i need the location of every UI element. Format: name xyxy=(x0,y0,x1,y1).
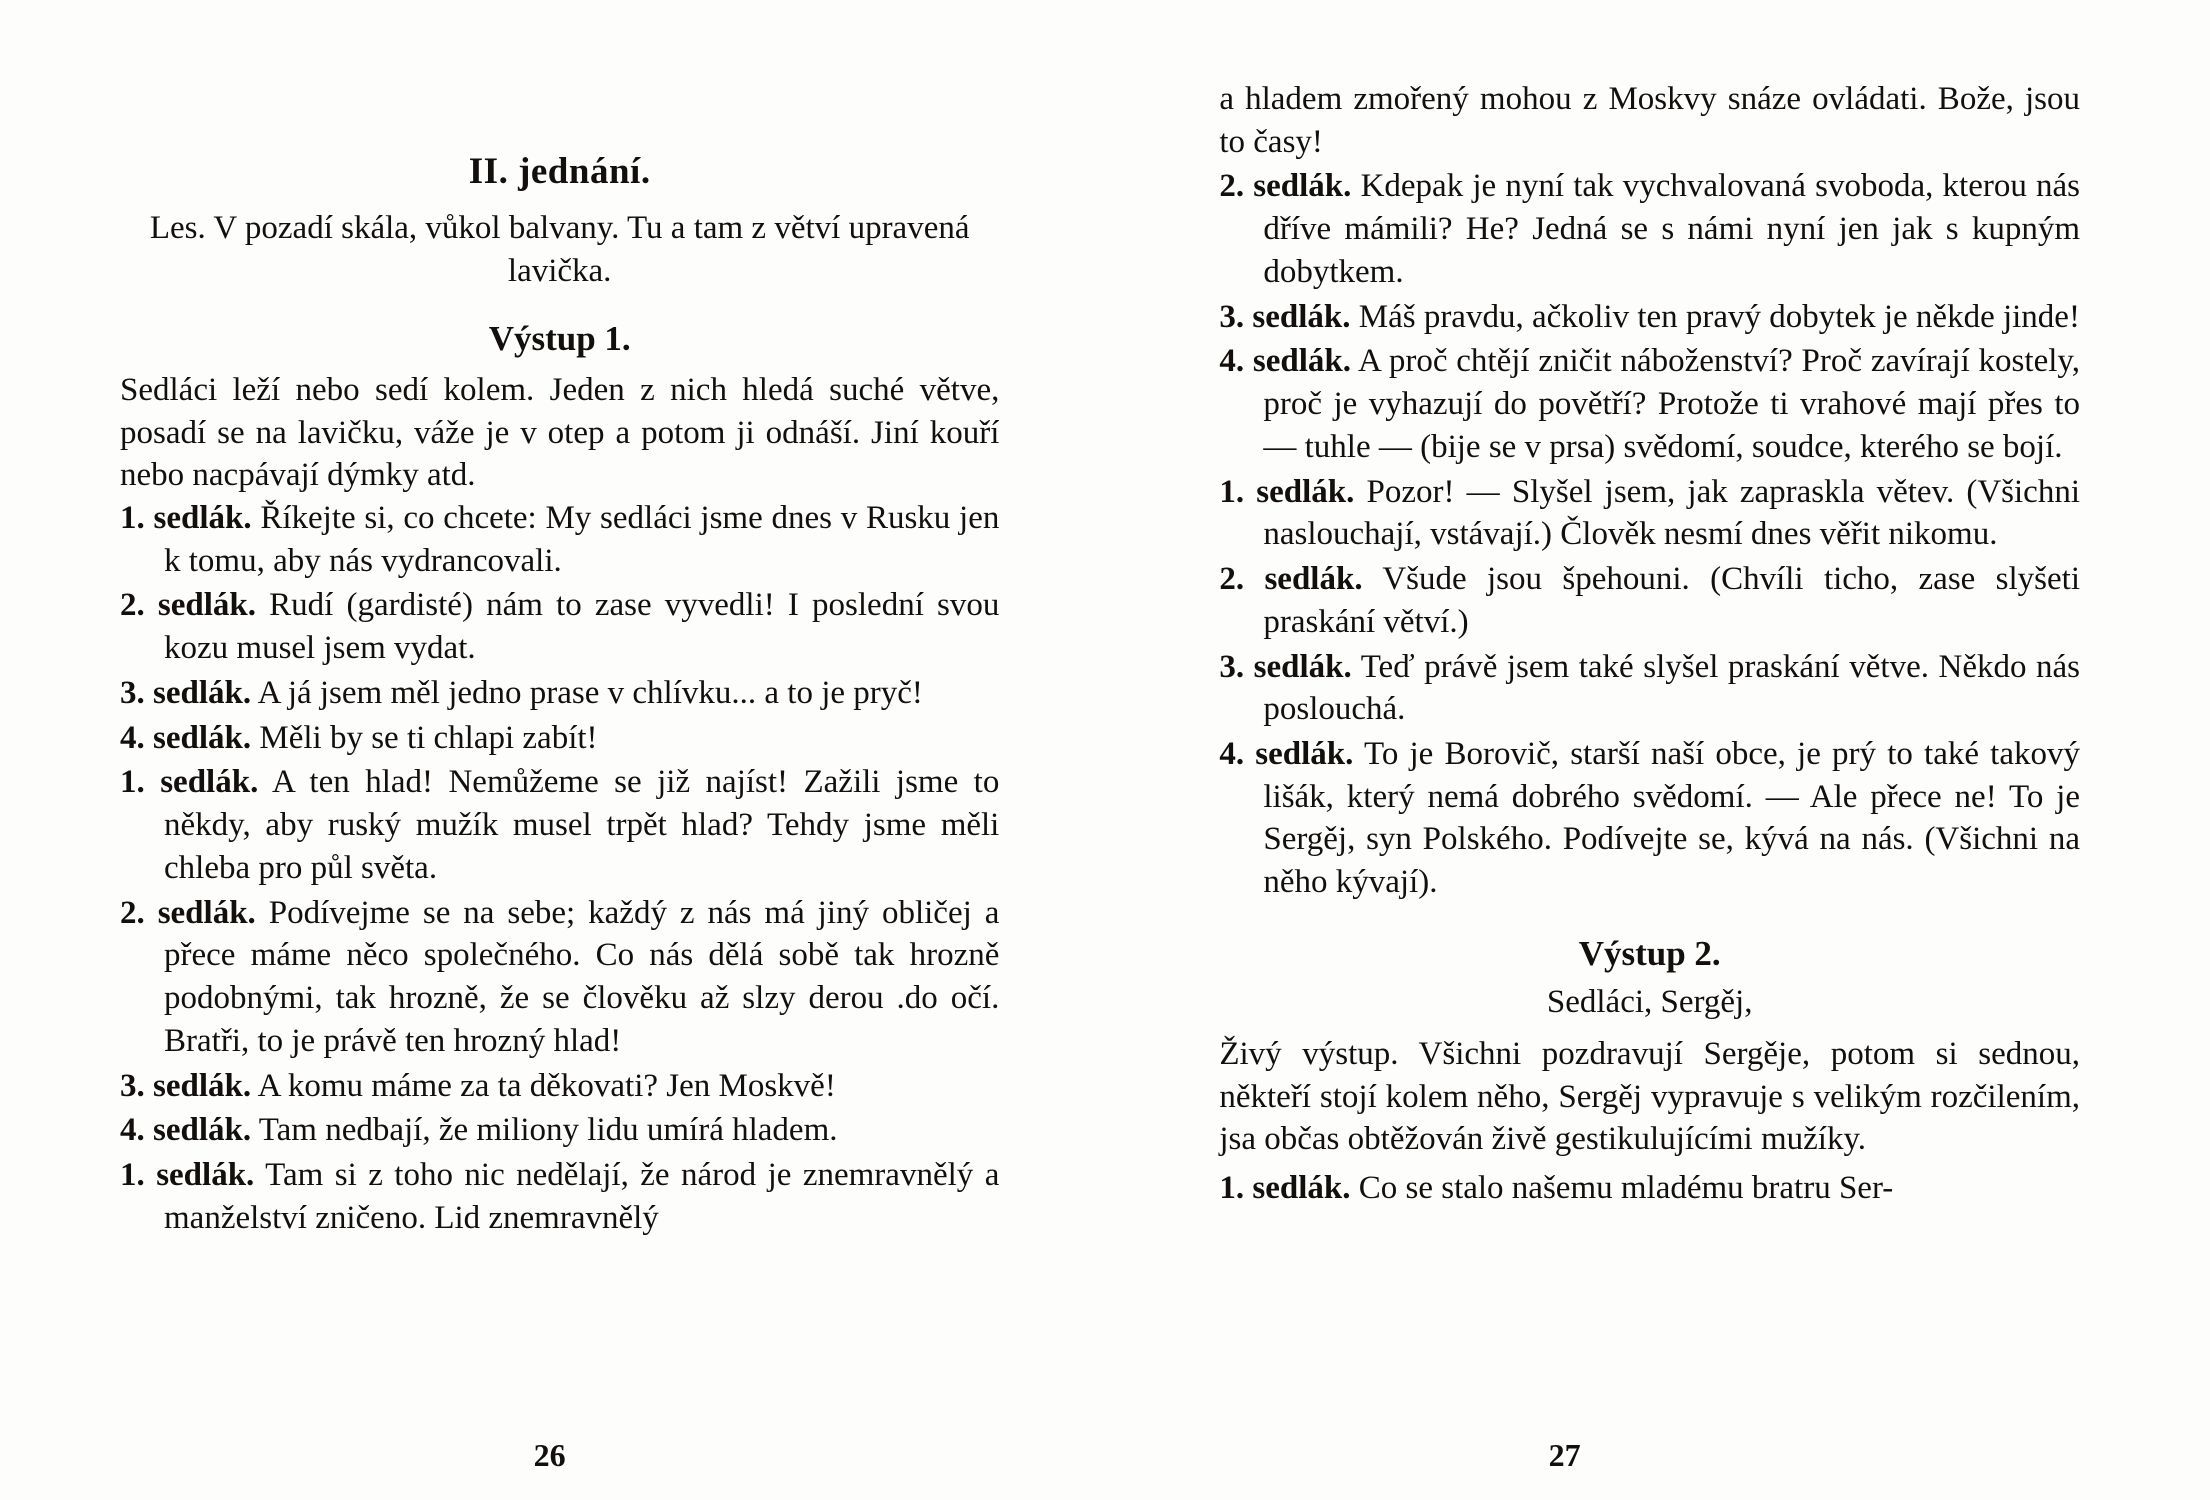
dialogue-text: A komu máme za ta děkovati? Jen Moskvě! xyxy=(257,1067,836,1104)
right-page xyxy=(1119,78,2150,1500)
scene-stage-direction: Živý výstup. Všichni pozdravují Sergěje, potom si sednou, někteří stojí kolem něho, Sergěj vypravuje s velikým rozčilením, jsa občas obtěžován živě gestikulujícími mužíky. xyxy=(1219,1035,2080,1158)
dialogue-text: A ten hlad! Nemůžeme se již najíst! Zažili jsme to někdy, aby ruský mužík musel trpět hlad? Tehdy jsme měli chleba pro půl světa. xyxy=(164,764,1000,886)
dialogue-line xyxy=(120,761,999,889)
speaker-label: 4. sedlák. xyxy=(120,719,252,756)
left-page xyxy=(60,78,1119,1500)
dialogue-line xyxy=(1219,733,2080,904)
dialogue-line xyxy=(1219,340,2080,468)
dialogue-line xyxy=(1219,296,2080,339)
act-heading: II. jednání. xyxy=(468,151,651,192)
dialogue-text: Všude jsou špehouni. (Chvíli ticho, zase slyšeti praskání větví.) xyxy=(1263,561,2080,640)
dialogue-text: A proč chtějí zničit náboženství? Proč zavírají kostely, proč je vyhazují do povětří? Protože ti vrahové mají přes to — tuhle — (bije se v prsa) svědomí, soudce, kterého se bojí. xyxy=(1263,343,2080,465)
dialogue-line xyxy=(1219,471,2080,556)
dialogue-line xyxy=(1219,646,2080,731)
speaker-label: 3. sedlák. xyxy=(1219,298,1351,335)
dialogue-line xyxy=(120,1109,999,1152)
dialogue-line xyxy=(120,892,999,1063)
dialogue-text: Pozor! — Slyšel jsem, jak zapraskla větev. (Všichni naslouchají, vstávají.) Člověk nesmí dnes věřit nikomu. xyxy=(1263,473,2080,553)
dialogue-line xyxy=(120,1065,999,1108)
speaker-label: 2. sedlák. xyxy=(120,894,256,931)
speaker-label: 2. sedlák. xyxy=(1219,561,1363,598)
scene-heading: Výstup 1. xyxy=(488,318,631,358)
scene-heading: Výstup 2. xyxy=(1578,933,1721,973)
speaker-label: 3. sedlák. xyxy=(120,1067,252,1104)
speaker-label: 3. sedlák. xyxy=(1219,648,1352,685)
speaker-label: 3. sedlák. xyxy=(120,674,252,711)
speaker-label: 1. sedlák. xyxy=(1219,473,1355,510)
scene-stage-direction: Sedláci leží nebo sedí kolem. Jeden z nich hledá suché větve, posadí se na lavičku, váže je v otep a potom ji odnáší. Jiní kouří nebo nacpávají dýmky atd. xyxy=(120,371,1000,494)
page-number: 26 xyxy=(533,1437,566,1473)
speaker-label: 2. sedlák. xyxy=(120,587,257,624)
dialogue-line xyxy=(1219,1167,2080,1210)
dialogue-line xyxy=(120,497,999,582)
speaker-label: 1. sedlák. xyxy=(120,764,259,801)
dialogue-text: Teď právě jsem také slyšel praskání větve. Někdo nás poslouchá. xyxy=(1263,648,2080,728)
dialogue-text: To je Borovič, starší naší obce, je prý to také takový lišák, který nemá dobrého svědomí. — Ale přece ne! To je Sergěj, syn Polského. Podívejte se, kývá na nás. (Všichni na něho kývají). xyxy=(1263,736,2080,901)
dialogue-text: Kdepak je nyní tak vychvalovaná svoboda, kterou nás dříve mámili? He? Jedná se s námi nyní jen jak s kupným dobytkem. xyxy=(1263,168,2080,290)
dialogue-text: Podívejme se na sebe; každý z nás má jiný obličej a přece máme něco společného. Co nás dělá sobě tak hrozně podobnými, tak hrozně, že se člověku až slzy derou .do očí. Bratři, to je právě ten hrozný hlad! xyxy=(164,894,1000,1059)
speaker-label: 4. sedlák. xyxy=(1219,343,1352,380)
speaker-label: 1. sedlák. xyxy=(120,1157,255,1193)
scene-cast: Sedláci, Sergěj, xyxy=(1546,983,1753,1020)
dialogue-text: Rudí (gardisté) nám to zase vyvedli! I poslední svou kozu musel jsem vydat. xyxy=(164,587,1000,667)
dialogue-text: Tam nedbají, že miliony lidu umírá hladem. xyxy=(258,1112,838,1149)
dialogue-text: Co se stalo našemu mladému bratru Ser- xyxy=(1358,1170,1894,1207)
speaker-label: 1. sedlák. xyxy=(1219,1170,1351,1207)
dialogue-line xyxy=(120,584,999,669)
dialogue-text: Měli by se ti chlapi zabít! xyxy=(259,719,598,756)
speaker-label: 4. sedlák. xyxy=(120,1112,252,1149)
dialogue-text: A já jsem měl jedno prase v chlívku... a to je pryč! xyxy=(257,674,923,711)
page-number: 27 xyxy=(1548,1437,1581,1473)
dialogue-line xyxy=(120,1154,999,1239)
speaker-label: 1. sedlák. xyxy=(120,499,252,536)
speaker-label: 2. sedlák. xyxy=(1219,168,1352,205)
dialogue-line xyxy=(1219,558,2080,643)
dialogue-text: Říkejte si, co chcete: My sedláci jsme dnes v Rusku jen k tomu, aby nás vydrancovali. xyxy=(164,499,1000,579)
dialogue-text: Tam si z toho nic nedělají, že národ je znemravnělý a manželství zničeno. Lid znemravnělý xyxy=(164,1157,1000,1236)
stage-setting: Les. V pozadí skála, vůkol balvany. Tu a tam z větví upravená lavička. xyxy=(149,210,970,289)
dialogue-line xyxy=(120,717,999,760)
carryover-paragraph: a hladem zmořený mohou z Moskvy snáze ovládati. Bože, jsou to časy! xyxy=(1219,81,2080,160)
dialogue-text: Máš pravdu, ačkoliv ten pravý dobytek je někde jinde! xyxy=(1358,298,2080,335)
dialogue-line xyxy=(1219,165,2080,293)
speaker-label: 4. sedlák. xyxy=(1219,736,1354,773)
dialogue-line xyxy=(120,672,999,715)
